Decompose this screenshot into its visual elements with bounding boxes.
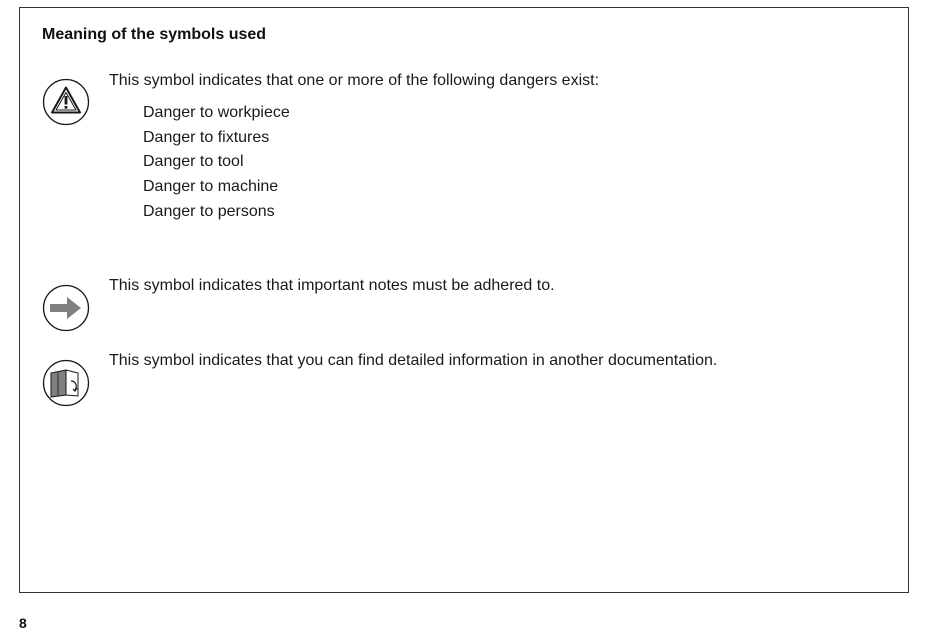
arrow-right-icon [42,284,90,332]
danger-list [143,101,290,225]
danger-item-machine: Danger to machine [143,178,279,196]
danger-item-persons: Danger to persons [143,202,275,220]
warning-symbol-description: This symbol indicates that one or more of the following dangers exist: [109,72,600,89]
content-frame [19,7,909,593]
book-icon [42,359,90,407]
danger-item-fixtures: Danger to fixtures [143,128,270,146]
section-heading: Meaning of the symbols used [42,26,267,43]
note-symbol-description: This symbol indicates that important notes must be adhered to. [109,277,555,294]
page-number: 8 [19,615,27,631]
danger-item-tool: Danger to tool [143,153,244,171]
danger-item-workpiece: Danger to workpiece [143,104,290,121]
warning-triangle-icon [42,78,90,126]
documentation-symbol-description: This symbol indicates that you can find detailed information in another documentation. [109,352,718,369]
